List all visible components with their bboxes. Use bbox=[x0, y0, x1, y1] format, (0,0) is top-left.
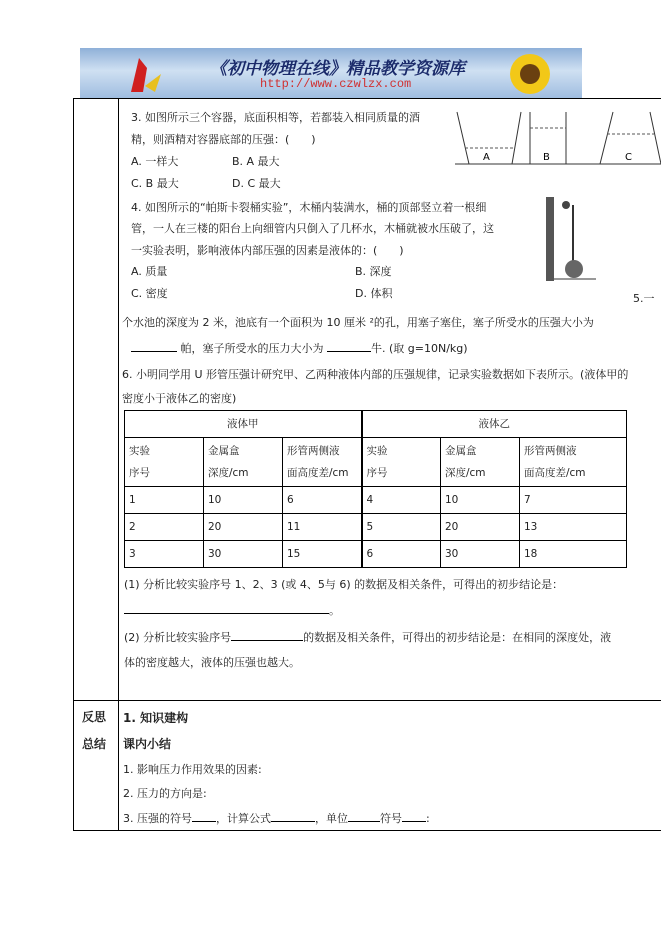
column-header bbox=[520, 438, 627, 487]
container-label-c: C bbox=[625, 152, 632, 163]
column-header-line: 深度/cm bbox=[208, 467, 249, 479]
q5-line1: 个水池的深度为 2 米，池底有一个面积为 10 厘米 ²的孔，用塞子塞住，塞子所受水的压强大小为 bbox=[122, 316, 594, 329]
table-cell: 30 bbox=[204, 541, 283, 568]
table-cell: 6 bbox=[283, 487, 362, 514]
column-header-line: 序号 bbox=[366, 467, 388, 479]
table-cell: 4 bbox=[362, 487, 441, 514]
symbol-blank[interactable] bbox=[192, 810, 216, 822]
table-cell: 11 bbox=[283, 514, 362, 541]
table-header-row bbox=[125, 438, 627, 487]
table-cell: 20 bbox=[204, 514, 283, 541]
q4-option-c: C. 密度 bbox=[131, 287, 168, 300]
q4-line2: 管，一人在三楼的阳台上向细管内只倒入了几杯水，木桶就被水压破了，这 bbox=[131, 222, 494, 235]
column-header-line: 实验 bbox=[366, 445, 388, 457]
column-header bbox=[441, 438, 520, 487]
sunflower-icon bbox=[500, 52, 560, 98]
header-banner bbox=[80, 48, 582, 98]
table-cell: 30 bbox=[441, 541, 520, 568]
column-header-line: 形管两侧液 bbox=[524, 445, 577, 457]
column-header-line: 序号 bbox=[129, 467, 150, 479]
table-cell: 18 bbox=[520, 541, 627, 568]
table-cell: 2 bbox=[125, 514, 204, 541]
outer-bottom-border bbox=[73, 830, 661, 831]
q5-lead: 5.一 bbox=[633, 292, 655, 305]
table-cell: 1 bbox=[125, 487, 204, 514]
table-row bbox=[125, 541, 627, 568]
q3-line1: 3. 如图所示三个容器，底面积相等，若都装入相同质量的酒 bbox=[131, 111, 420, 124]
q4-option-a: A. 质量 bbox=[131, 265, 168, 278]
table-cell: 20 bbox=[441, 514, 520, 541]
q4-line1: 4. 如图所示的“帕斯卡裂桶实验”，木桶内装满水，桶的顶部竖立着一根细 bbox=[131, 201, 487, 214]
column-header bbox=[362, 438, 441, 487]
experiment-table bbox=[124, 410, 627, 568]
q4-option-d: D. 体积 bbox=[355, 287, 393, 300]
table-cell: 15 bbox=[283, 541, 362, 568]
summary-subheading: 课内小结 bbox=[123, 737, 172, 751]
column-header-line: 实验 bbox=[129, 445, 150, 457]
q6-part1: (1) 分析比较实验序号 1、2、3 (或 4、5与 6) 的数据及相关条件，可得出的初步结论是： bbox=[124, 578, 564, 591]
pascal-barrel-figure bbox=[546, 197, 596, 281]
outer-top-border bbox=[73, 98, 661, 99]
containers-figure bbox=[455, 108, 661, 170]
q6-line1: 6. 小明同学用 U 形管压强计研究甲、乙两种液体内部的压强规律，记录实验数据如下表所示。(液体甲的 bbox=[122, 368, 629, 381]
q4-line3: 一实验表明，影响液体内部压强的因素是液体的：( ) bbox=[131, 244, 404, 257]
q5-blank-pressure[interactable] bbox=[131, 340, 177, 352]
column-header-line: 面高度差/cm bbox=[287, 467, 349, 479]
row-divider bbox=[73, 700, 661, 701]
banner-title: 《初中物理在线》精品教学资源库 bbox=[210, 59, 465, 79]
group-header: 液体乙 bbox=[362, 411, 627, 438]
outer-left-border bbox=[73, 98, 74, 830]
table-cell: 6 bbox=[362, 541, 441, 568]
q6-part2: (2) 分析比较实验序号 的数据及相关条件，可得出的初步结论是：在相同的深度处，液 bbox=[124, 631, 612, 644]
side-label-1: 反思 bbox=[82, 710, 107, 724]
table-row bbox=[125, 487, 627, 514]
column-header-line: 面高度差/cm bbox=[524, 467, 586, 479]
container-label-b: B bbox=[543, 152, 550, 163]
summary-heading: 1. 知识建构 bbox=[123, 711, 189, 725]
formula-blank[interactable] bbox=[271, 810, 315, 822]
column-header bbox=[204, 438, 283, 487]
container-label-a: A bbox=[483, 152, 490, 163]
q6-part2-blank[interactable] bbox=[231, 629, 303, 641]
summary-item-2: 2. 压力的方向是: bbox=[123, 787, 207, 800]
table-row bbox=[125, 514, 627, 541]
column-header-line: 深度/cm bbox=[445, 467, 486, 479]
side-label-2: 总结 bbox=[82, 737, 107, 751]
table-group-row bbox=[125, 411, 627, 438]
unit-blank[interactable] bbox=[348, 810, 380, 822]
table-cell: 10 bbox=[204, 487, 283, 514]
column-header-line: 金属盒 bbox=[208, 445, 240, 457]
banner-url: http://www.czwlzx.com bbox=[260, 77, 412, 91]
column-divider bbox=[118, 98, 119, 830]
q5-blank-force[interactable] bbox=[327, 340, 371, 352]
q3-option-c: C. B 最大 bbox=[131, 177, 179, 190]
q3-option-b: B. A 最大 bbox=[232, 155, 280, 168]
q4-option-b: B. 深度 bbox=[355, 265, 392, 278]
column-header-line: 金属盒 bbox=[445, 445, 477, 457]
table-cell: 5 bbox=[362, 514, 441, 541]
column-header-line: 形管两侧液 bbox=[287, 445, 340, 457]
column-header bbox=[283, 438, 362, 487]
q3-line2: 精，则酒精对容器底部的压强：( ) bbox=[131, 133, 316, 146]
summary-item-1: 1. 影响压力作用效果的因素: bbox=[123, 763, 262, 776]
unit-symbol-blank[interactable] bbox=[402, 810, 426, 822]
q6-part1-blank[interactable] bbox=[124, 602, 329, 614]
logo-icon bbox=[125, 56, 165, 96]
table-cell: 10 bbox=[441, 487, 520, 514]
q6-part1-answer: 。 bbox=[124, 602, 340, 618]
q5-line2: 帕，塞子所受水的压力大小为 牛. (取 g=10N/kg) bbox=[131, 340, 468, 356]
table-cell: 7 bbox=[520, 487, 627, 514]
group-header: 液体甲 bbox=[125, 411, 362, 438]
table-cell: 3 bbox=[125, 541, 204, 568]
q6-line2: 密度小于液体乙的密度) bbox=[122, 392, 237, 405]
table-cell: 13 bbox=[520, 514, 627, 541]
summary-item-3: 3. 压强的符号 ，计算公式 ，单位 符号 : bbox=[123, 812, 430, 825]
q3-option-d: D. C 最大 bbox=[232, 177, 281, 190]
q3-option-a: A. 一样大 bbox=[131, 155, 179, 168]
q6-part2-cont: 体的密度越大，液体的压强也越大。 bbox=[124, 656, 300, 669]
column-header bbox=[125, 438, 204, 487]
